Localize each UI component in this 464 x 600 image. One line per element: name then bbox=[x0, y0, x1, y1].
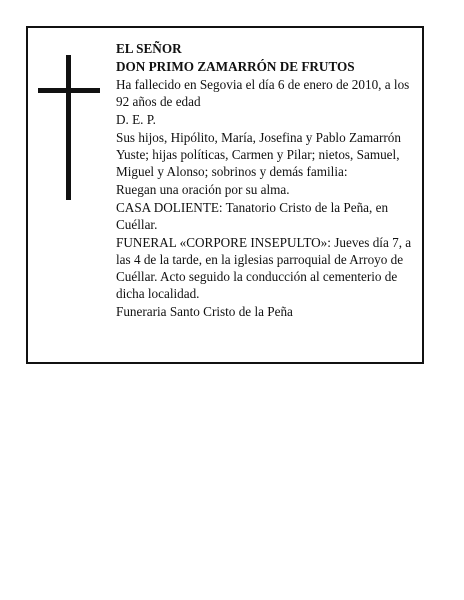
prayer-request: Ruegan una oración por su alma. bbox=[116, 182, 290, 197]
heading-line-1: EL SEÑOR bbox=[116, 41, 182, 56]
cross-vertical-bar bbox=[66, 55, 71, 200]
family-list: Sus hijos, Hipólito, María, Josefina y Pablo Zamarrón Yuste; hijas políticas, Carmen y Pilar; nietos, Samuel, Miguel y Alonso; sobrinos y demás familia: bbox=[116, 130, 401, 179]
cross-icon bbox=[38, 55, 100, 200]
mourning-house: CASA DOLIENTE: Tanatorio Cristo de la Peña, en Cuéllar. bbox=[116, 200, 389, 232]
deceased-name: DON PRIMO ZAMARRÓN DE FRUTOS bbox=[116, 59, 355, 74]
cross-horizontal-bar bbox=[38, 88, 100, 93]
funeral-home: Funeraria Santo Cristo de la Peña bbox=[116, 304, 293, 319]
death-info: Ha fallecido en Segovia el día 6 de enero de 2010, a los 92 años de edad bbox=[116, 77, 410, 109]
obituary-notice bbox=[26, 26, 424, 364]
notice-text bbox=[116, 40, 416, 321]
rip-text: D. E. P. bbox=[116, 112, 156, 127]
funeral-details: FUNERAL «CORPORE INSEPULTO»: Jueves día 7, a las 4 de la tarde, en la iglesias parroquial de Arroyo de Cuéllar. Acto seguido la conducción al cementerio de dicha localidad. bbox=[116, 235, 412, 301]
